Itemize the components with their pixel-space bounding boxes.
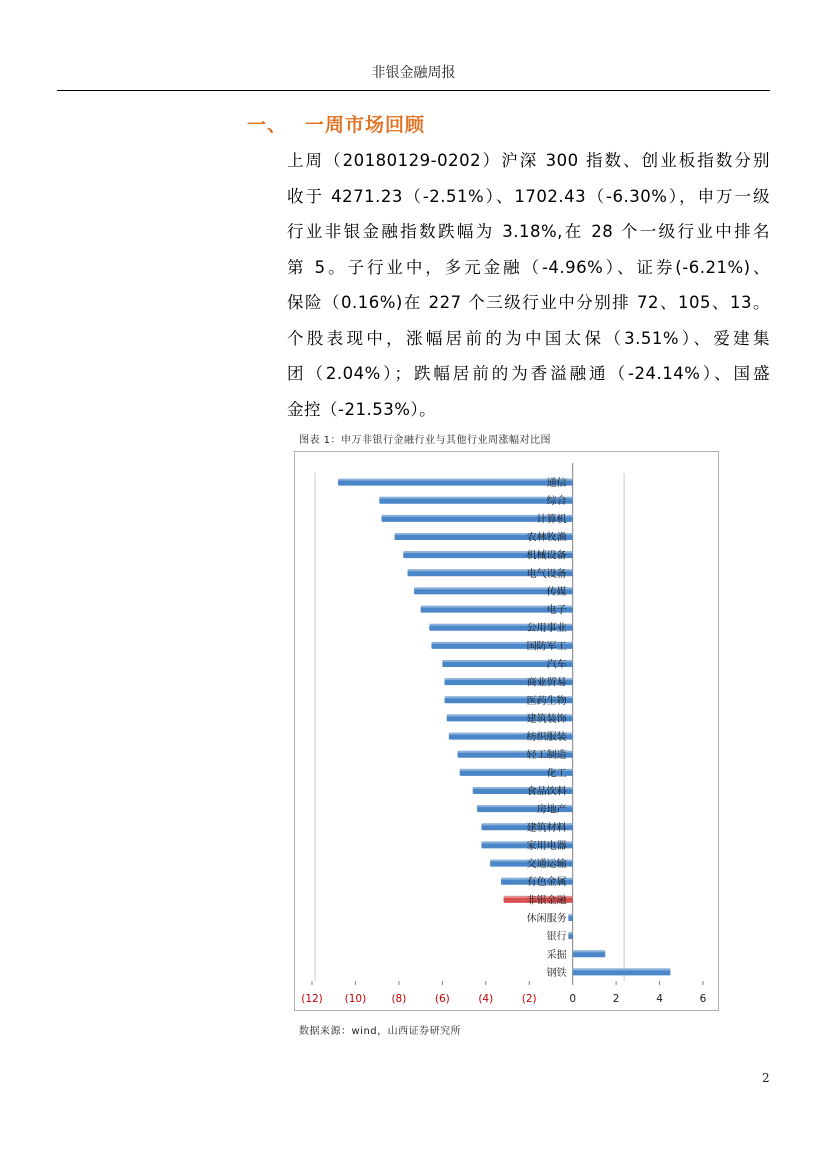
- paragraph-line: 上周（20180129-0202）沪深 300 指数、创业板指数分别: [287, 151, 770, 170]
- header-divider: [57, 90, 770, 91]
- paragraph-line: 个股表现中，涨幅居前的为中国太保（3.51%）、爱建集: [287, 328, 770, 348]
- category-label-12: 医药生物: [526, 695, 567, 707]
- paragraph-line: 行业非银金融指数跌幅为 3.18%,在 28 个一级行业中排名: [287, 222, 770, 241]
- category-label-5: 电气设备: [526, 568, 567, 580]
- category-label-6: 传媒: [546, 586, 567, 598]
- paragraph-line: 团（2.04%）；跌幅居前的为香溢融通（-24.14%）、国盛: [287, 364, 770, 383]
- bar-shine-25: [568, 932, 572, 934]
- category-label-27: 钢铁: [546, 967, 567, 979]
- category-label-9: 国防军工: [526, 641, 567, 653]
- bar-shine-24: [568, 914, 572, 916]
- figure-caption: 图表 1：申万非银行金融行业与其他行业周涨幅对比图: [299, 435, 552, 446]
- category-label-8: 公用事业: [526, 623, 567, 635]
- x-tick-label-5: (2): [521, 993, 537, 1005]
- category-label-19: 建筑材料: [526, 822, 567, 834]
- category-label-10: 汽车: [546, 659, 567, 671]
- category-label-20: 家用电器: [526, 840, 567, 852]
- category-label-18: 房地产: [536, 804, 567, 816]
- x-tick-label-2: (8): [391, 993, 407, 1005]
- category-label-14: 纺织服装: [526, 732, 567, 744]
- bar-shine-1: [379, 497, 572, 499]
- x-tick-label-1: (10): [344, 993, 367, 1005]
- bar-shine-27: [573, 968, 671, 970]
- x-tick-label-0: (12): [301, 993, 323, 1005]
- paragraph-line-last: 金控（-21.53%）。: [287, 399, 437, 419]
- category-label-22: 有色金属: [526, 877, 567, 889]
- bar-shine-0: [338, 479, 573, 481]
- category-label-2: 计算机: [536, 514, 567, 526]
- category-label-4: 机械设备: [526, 550, 567, 562]
- x-tick-label-9: 6: [699, 993, 707, 1005]
- market-review-paragraph: [287, 143, 770, 427]
- category-label-17: 食品饮料: [526, 786, 567, 798]
- industry-return-chart: [294, 451, 719, 1011]
- section-heading: 一周市场回顾: [305, 114, 426, 136]
- paragraph-line: 第 5。子行业中，多元金融（-4.96%）、证券(-6.21%)、: [287, 257, 770, 277]
- category-label-13: 建筑装饰: [526, 713, 567, 725]
- x-tick-label-3: (6): [434, 993, 450, 1005]
- x-tick-label-8: 4: [656, 993, 663, 1005]
- category-label-24: 休闲服务: [526, 913, 567, 925]
- category-label-3: 农林牧渔: [526, 532, 567, 544]
- category-label-7: 电子: [546, 605, 567, 617]
- paragraph-line: 保险（0.16%)在 227 个三级行业中分别排 72、105、13。: [287, 293, 770, 312]
- bar-shine-26: [573, 950, 606, 952]
- category-label-21: 交通运输: [526, 859, 567, 871]
- header-title: 非银金融周报: [371, 65, 456, 81]
- section-number: 一、: [247, 114, 288, 136]
- category-label-25: 银行: [546, 931, 567, 943]
- category-label-15: 轻工制造: [526, 750, 567, 762]
- category-label-23: 非银金融: [526, 895, 567, 907]
- category-label-11: 商业贸易: [526, 677, 567, 689]
- category-label-16: 化工: [546, 768, 567, 780]
- page-number: 2: [762, 1071, 770, 1085]
- paragraph-line: 收于 4271.23（-2.51%）、1702.43（-6.30%），申万一级: [287, 186, 770, 206]
- category-label-26: 采掘: [546, 949, 567, 961]
- category-label-1: 综合: [546, 496, 567, 508]
- x-tick-label-6: 0: [569, 993, 577, 1005]
- x-tick-label-4: (4): [478, 993, 494, 1005]
- chart-svg: [294, 451, 719, 1011]
- x-tick-label-7: 2: [612, 993, 620, 1005]
- category-label-0: 通信: [546, 478, 567, 490]
- figure-source: 数据来源：wind，山西证券研究所: [299, 1026, 462, 1037]
- section-title: [247, 110, 425, 137]
